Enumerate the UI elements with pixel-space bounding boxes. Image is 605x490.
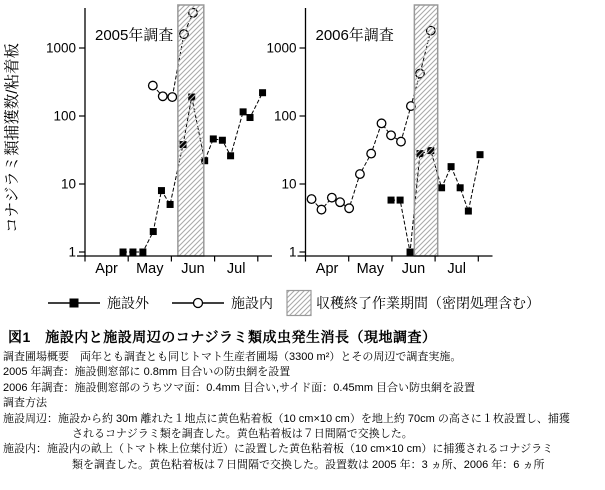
x-tick-label: Apr	[95, 261, 118, 277]
marker-open-circle	[367, 149, 376, 158]
note-method-heading: 調査方法	[3, 397, 47, 410]
marker-filled-square	[407, 249, 414, 256]
note-outside-method-2: されるコナジラミ類を調査した。黄色粘着板は７日間隔で交換した。	[72, 428, 413, 441]
note-survey-field: 調査圃場概要 両年とも調査とも同じトマト生産者圃場（3300 m²）とその周辺で調査実施。	[3, 351, 462, 363]
note-outside-method-1: 施設周辺：施設から約 30m 離れた１地点に黄色粘着板（10 cm×10 cm）を地上約 70cm の高さに１枚設置し、捕獲	[3, 412, 570, 425]
marker-filled-square	[129, 249, 136, 256]
y-tick-label: 10	[281, 176, 297, 192]
x-tick-label: May	[136, 261, 164, 277]
marker-filled-square	[448, 163, 455, 170]
marker-open-circle	[149, 81, 158, 90]
x-tick-label: Apr	[315, 261, 339, 277]
marker-filled-square	[457, 184, 464, 191]
y-tick-label: 1	[68, 244, 76, 260]
series-line-inside	[312, 31, 431, 210]
panel-2005	[46, 5, 272, 277]
x-tick-label: Jun	[401, 261, 426, 277]
marker-filled-square	[219, 137, 226, 144]
marker-open-circle	[345, 204, 354, 213]
marker-filled-square	[139, 249, 146, 256]
harvest-period-band	[414, 5, 437, 256]
harvest-period-band	[178, 5, 204, 256]
panel-title: 2005年調査	[95, 27, 174, 44]
x-tick-label: May	[356, 261, 385, 277]
x-tick-label: Jun	[181, 261, 205, 277]
note-inside-method-2: 類を調査した。黄色粘着板は７日間隔で交換した。設置数は 2005 年：3 ヵ所、2006 年：6 ヵ所	[72, 458, 545, 471]
marker-open-circle	[307, 195, 316, 204]
note-inside-method-1: 施設内：施設内の畝上（トマト株上位葉付近）に設置した黄色粘着板（10 cm×10 cm）に捕獲されるコナジラミ	[3, 443, 554, 456]
marker-filled-square	[438, 184, 445, 191]
marker-filled-square	[227, 152, 234, 159]
figure-caption: 図1 施設内と施設周辺のコナジラミ類成虫発生消長（現地調査）	[8, 329, 437, 345]
y-axis-title: コナジラミ類捕獲数/粘着板	[4, 43, 21, 233]
y-tick-label: 100	[53, 108, 76, 124]
x-tick-label: Jul	[226, 261, 246, 277]
panel-title: 2006年調査	[315, 27, 394, 44]
marker-filled-square	[477, 151, 484, 158]
marker-filled-square	[210, 135, 217, 142]
legend	[48, 291, 540, 316]
note-2005-survey: 2005 年調査：施設側窓部に 0.8mm 目合いの防虫網を設置	[3, 366, 291, 379]
marker-open-circle	[397, 137, 406, 146]
note-2006-survey: 2006 年調査：施設側窓部のうちツマ面：0.4mm 目合い,サイド面：0.45mm 目合い防虫網を設置	[3, 381, 476, 394]
y-tick-label: 1000	[45, 40, 76, 56]
y-tick-label: 1	[288, 244, 297, 260]
marker-filled-square	[388, 197, 395, 204]
figure-notes	[3, 350, 605, 473]
marker-open-circle	[328, 193, 337, 202]
marker-filled-square	[247, 114, 254, 121]
legend-label: 収穫終了作業期間（密閉処理含む）	[316, 295, 540, 311]
marker-filled-square	[240, 108, 247, 115]
marker-open-circle	[158, 92, 167, 101]
marker-filled-square	[465, 208, 472, 215]
marker-filled-square	[158, 187, 165, 194]
legend-open-circle	[194, 299, 203, 308]
legend-label: 施設内	[231, 295, 273, 311]
marker-open-circle	[356, 170, 365, 179]
legend-label: 施設外	[107, 295, 149, 311]
marker-open-circle	[377, 119, 386, 128]
legend-hatch-box	[287, 291, 311, 316]
legend-filled-square	[70, 299, 79, 308]
marker-filled-square	[167, 201, 174, 208]
marker-filled-square	[120, 249, 127, 256]
y-tick-label: 100	[273, 108, 297, 124]
marker-filled-square	[397, 197, 404, 204]
marker-filled-square	[259, 89, 266, 96]
y-tick-label: 10	[60, 176, 76, 192]
marker-open-circle	[168, 93, 177, 102]
y-tick-label: 1000	[266, 40, 297, 56]
x-tick-label: Jul	[447, 261, 466, 277]
marker-filled-square	[150, 228, 157, 235]
marker-open-circle	[387, 131, 396, 140]
marker-open-circle	[317, 205, 326, 214]
marker-open-circle	[336, 198, 345, 207]
panel-2006	[266, 5, 492, 277]
